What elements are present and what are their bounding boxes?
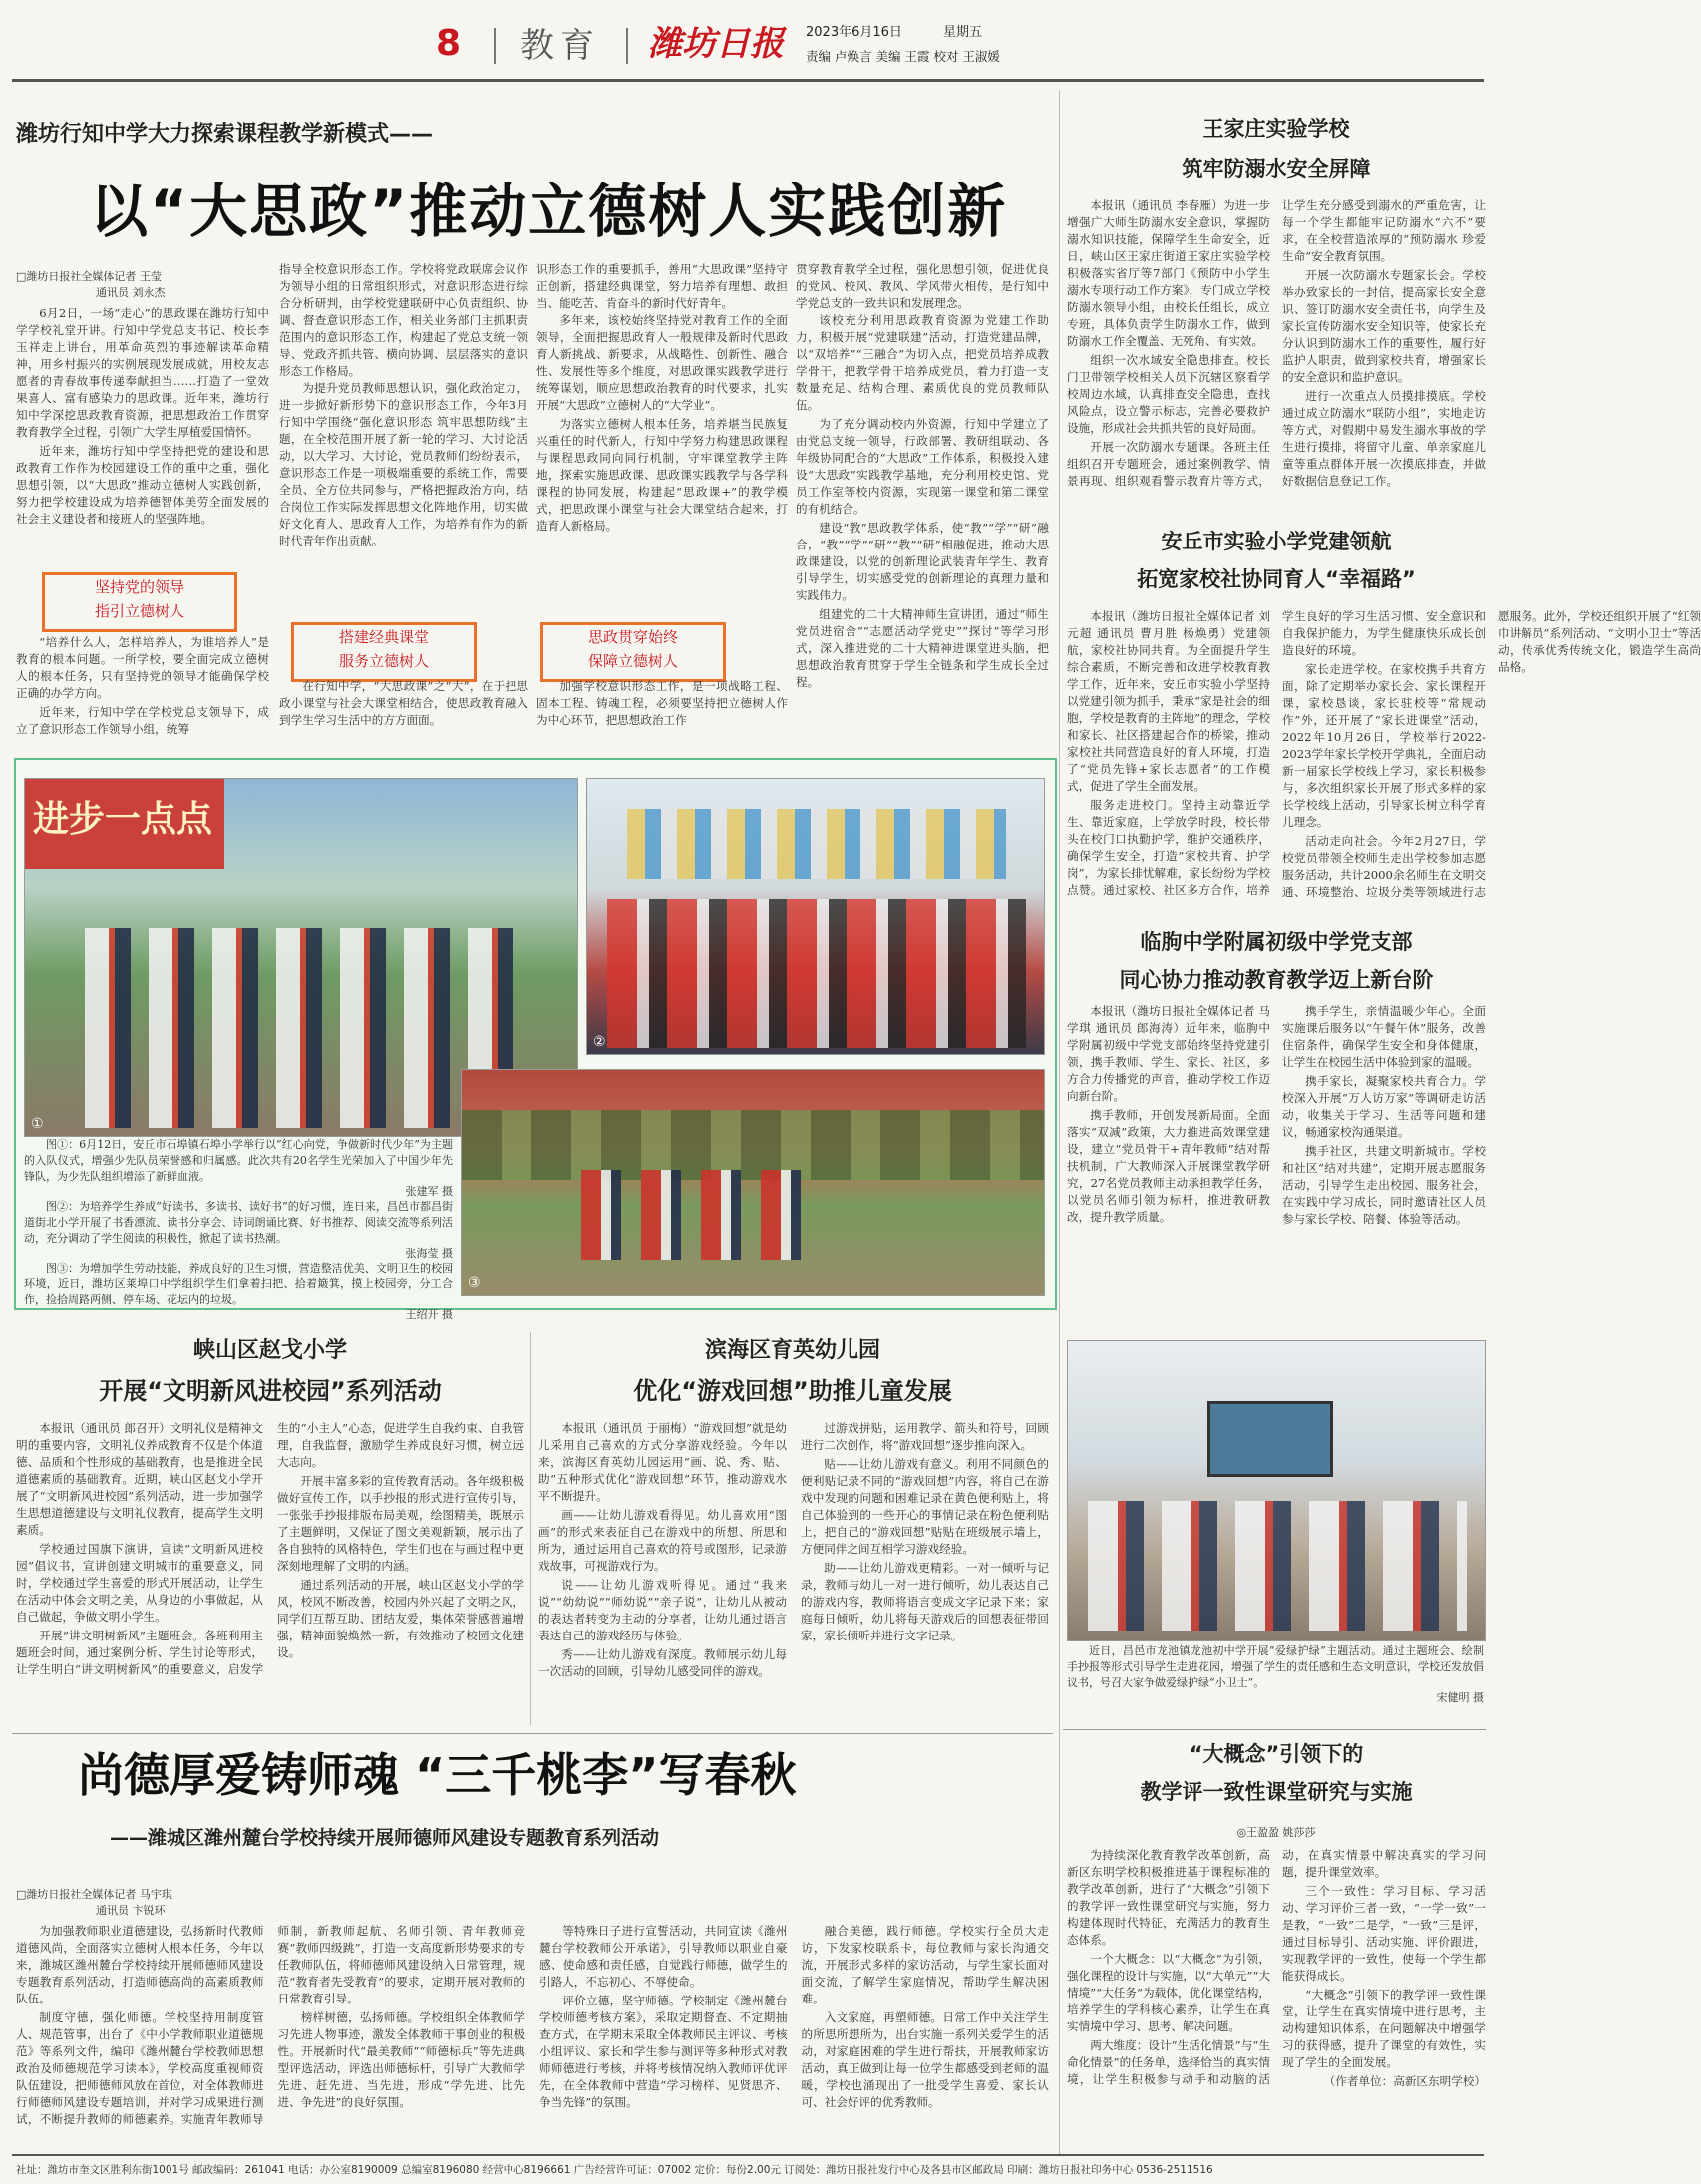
subhead-pill-2 (291, 622, 477, 682)
lead-column-1b (16, 634, 269, 744)
photo-credit-1: 张建军 摄 (405, 1185, 453, 1198)
photo-caption-3: 图③：为增加学生劳动技能，养成良好的卫生习惯，营造整洁优美、文明卫生的校园环境，近日，潍坊区莱埠口中学组织学生们拿着扫把、拾着簸箕，摸上校园旁，分工合作，捡拾周路两侧、停车场、花坛内的垃圾。 (24, 1262, 453, 1306)
lead-paragraph: 贯穿教育教学全过程，强化思想引领，促进优良的党风、校风、教风、学风带火相传，是行知中学党总支的一致共识和发展理念。 (796, 262, 1049, 310)
issue-date: 2023年6月16日 (806, 25, 902, 40)
photo-credit-2: 张海莹 摄 (405, 1247, 453, 1260)
article-paragraph: 秀——让幼儿游戏有深度。教师展示幼儿每一次活动的回顾，引导幼儿感受同伴的游戏。 (538, 1647, 787, 1678)
article-paragraph: 两大维度：设计“生活化情景”与“生命化情景”的任务单，选择恰当的真实情境，让学生积极参与动手和动脑的活动，在真实情景中解决真实的学习问题，提升课堂效率。 (1067, 1848, 1486, 2086)
lead-paragraph: 近年来，行知中学在学校党总支领导下，成立了意识形态工作领导小组，统筹 (16, 705, 269, 736)
lead-paragraph: 组建党的二十大精神师生宣讲团，通过“师生党员进宿舍”“志愿活动学党史”“探讨”等学习形式，深入推进党的二十大精神进课堂进头脑，把思想政治教育贯穿于学生全链条和学生成长全过程。 (796, 607, 1049, 689)
bottom-subtitle: ——潍城区潍州麓台学校持续开展师德师风建设专题教育系列活动 (110, 1827, 660, 1849)
right4-author-unit: （作者单位：高新区东明学校） (1323, 2074, 1486, 2088)
footer-info: 社址：潍坊市奎文区胜利东街1001号 邮政编码：261041 电话：办公室8190009 总编室8196080 经营中心8196661 广告经营许可证：07002 定价：每份2.00元 订阅处：潍坊日报社发行中心及各县市区邮政局 印刷：潍坊日报社印务中心 0536-2511516 (16, 2164, 1213, 2176)
article-paragraph: 画——让幼儿游戏看得见。幼儿喜欢用“图画”的形式来表征自己在游戏中的所想、所思和所为，通过运用自己喜欢的符号或图形，记录游戏故事，可视游戏行为。 (538, 1508, 787, 1573)
article-paragraph: 学校通过国旗下演讲，宣读“文明新风进校园”倡议书，宣讲创建文明城市的重要意义，同时，学校通过学生喜爱的形式开展活动，让学生在活动中体会文明之美，从身边的小事做起，从自己做起，争做文明小学生。 (16, 1542, 263, 1624)
photo-caption-1: 图①：6月12日，安丘市石埠镇石埠小学举行以“红心向党，争做新时代少年”为主题的入队仪式，增强少先队员荣誉感和归属感。此次共有20名学生光荣加入了中国少年先锋队，为少先队组织增添了新鲜血液。 (24, 1138, 453, 1183)
right2-title-2: 拓宽家校社协同育人“幸福路” (1137, 567, 1416, 591)
lead-paragraph: 近年来，潍坊行知中学坚持把党的建设和思政教育工作作为校园建设工作的重中之重，强化思想引领，以“大思政”推动立德树人实践创新，努力把学校建设成为培养德智体美劳全面发展的社会主义建设者和接班人的坚强阵地。 (16, 444, 269, 526)
article-paragraph: “大概念”引领下的教学评一致性课堂，让学生在真实情境中进行思考，主动构建知识体系，在问题解决中增强学习的获得感，提升了课堂的有效性，实现了学生的全面发展。 (1282, 1988, 1486, 2069)
lead-headline: 以“大思政”推动立德树人实践创新 (90, 178, 1008, 245)
subhead-line: 搭建经典课堂 (338, 628, 429, 646)
lead-paragraph: 多年来，该校始终坚持党对教育工作的全面领导，全面把握思政育人一般规律及新时代思政育人新挑战、新要求，从战略性、创新性、融合性、发展性等多个维度，对思政课实践教学进行统筹谋划，顺应思想政治教育的时代要求，扎实开展“大思政”立德树人的“大学业”。 (536, 313, 788, 412)
subhead-line: 坚持党的领导 (94, 578, 184, 596)
lead-column-4 (796, 261, 1049, 744)
article-paragraph: 为加强教师职业道德建设，弘扬新时代教师道德风尚，全面落实立德树人根本任务，今年以来，潍城区潍州麓台学校持续开展师德师风建设专题教育系列活动，打造师德高尚的高素质教师队伍。 (16, 1924, 264, 2005)
right-photo-caption (1067, 1643, 1484, 1721)
right-photo-screen (1207, 1401, 1333, 1477)
bottom-byline-correspondent: 通讯员 卞锐环 (96, 1904, 166, 1917)
article-paragraph: 三个一致性：学习目标、学习活动、学习评价三者一致，“一学一致”一是教，“一致”二是学，“一致”三是评，通过目标导引、活动实施、评价跟进，实现教学评的一致性，使每一个学生都能获得成长。 (1282, 1884, 1486, 1983)
article-paragraph: 本报讯（通讯员 郎召开）文明礼仪是精神文明的重要内容，文明礼仪养成教育不仅是个体道德、品质和个性形成的基础教育，也是推进全民道德素质的基础教育。近期，峡山区赵戈小学开展了“文明新风进校园”系列活动，进一步加强学生思想道德建设与文明礼仪教育，提高学生文明素质。 (16, 1421, 263, 1537)
lead-paragraph: 识形态工作的重要抓手，善用“大思政课”坚持守正创新，搭建经典课堂，努力培养有理想、敢担当、能吃苦、肯奋斗的新时代好青年。 (536, 262, 788, 310)
article-paragraph: 通过系列活动的开展，峡山区赵戈小学的学风，校风不断改善，校园内外兴起了文明之风，同学们互帮互助、团结友爱，集体荣誉感普遍增强，精神面貌焕然一新，有效推动了校园文化建设。 (277, 1578, 524, 1659)
right4-body (1067, 1847, 1486, 2136)
lead-paragraph: “培养什么人，怎样培养人，为谁培养人”是教育的根本问题。一所学校，要全面完成立德树人的根本任务，只有坚持党的领导才能确保学校正确的办学方向。 (16, 635, 269, 700)
right1-title-2: 筑牢防溺水安全屏障 (1182, 157, 1371, 181)
article-b-title-2: 优化“游戏回想”助推儿童发展 (633, 1377, 952, 1405)
article-paragraph: 组织一次水域安全隐患排查。校长门卫带领学校相关人员下沉辖区察看学校周边水域，认真排查安全隐患，查找风险点，设立警示标志，完善必要救护设施，形成社会共抓共管的良好局面。 (1067, 353, 1270, 435)
right1-body (1067, 197, 1486, 497)
photo-3 (461, 1069, 1045, 1296)
lead-paragraph: 为落实立德树人根本任务，培养堪当民族复兴重任的时代新人，行知中学努力构建思政课程与课程思政同向同行机制，守牢课堂教学主阵地，探索实施思政课、思政课实践教学与各学科课程的协同发展，构建起“思政课+”的教学模式，把思政课小课堂与社会大课堂结合起来，打造育人新格局。 (536, 417, 788, 533)
article-paragraph: 开展一次防溺水专题家长会。学校举办致家长的一封信，提高家长安全意识、签订防溺水安全责任书，向学生及家长宣传防溺水安全知识等，使家长充分认识到防溺水工作的重要性，履行好监护人职责，做到家校共育，增强家长的安全意识和监护意识。 (1282, 268, 1486, 384)
right-photo-students (1088, 1501, 1467, 1631)
photo-credit-3: 王绍开 摄 (405, 1308, 453, 1321)
masthead-rule (12, 79, 1484, 82)
photo-2 (586, 778, 1045, 1055)
subhead-line: 服务立德树人 (338, 652, 429, 670)
article-paragraph: 融合美德，践行师德。学校实行全员大走访，下发家校联系卡，每位教师与家长沟通交流，开展形式多样的家访活动，与学生家长面对面交流，了解学生家庭情况，帮助学生解决困难。 (801, 1924, 1049, 2005)
article-paragraph: 说——让幼儿游戏听得见。通过“我来说”“幼幼说”“师幼说”“亲子说”，让幼儿从被动的表达者转变为主动的分享者，让幼儿通过语言表达自己的游戏经历与体验。 (538, 1578, 787, 1642)
lead-column-1 (16, 305, 269, 566)
lead-column-3b (536, 678, 788, 744)
article-paragraph: 进行一次重点人员摸排摸底。学校通过成立防溺水“联防小组”，实地走访等方式，对假期中易发生溺水事故的学生进行摸排，将留守儿童、单亲家庭儿童等重点群体开展一次摸底排查，并做好数据信息登记工作。 (1282, 389, 1486, 488)
article-paragraph: 过游戏拼贴，运用教学、箭头和符号，回顾进行二次创作，将“游戏回想”逐步推向深入。 (801, 1421, 1049, 1452)
right3-body (1067, 1003, 1486, 1330)
lead-paragraph: 为提升党员教师思想认识，强化政治定力，进一步掀好新形势下的意识形态工作，今年3月行知中学围绕“强化意识形态 筑牢思想防线”主题，在全校范围开展了新一轮的学习、大讨论活动，以大学习、大讨论，党员教师们纷纷表示，意识形态工作是一项极端重要的系统工作，需要全员、全方位共同参与，严格把握政治方向，结合岗位工作实际发挥思想文化阵地作用，切实做好文化育人、思政育人工作，为培养有作为的新时代青年作出贡献。 (279, 381, 528, 547)
photo-number: ① (31, 1116, 44, 1132)
article-paragraph: 榜样树德，弘扬师德。学校组织全体教师学习先进人物事迹，激发全体教师干事创业的积极性。开展新时代“最美教师”“师德标兵”等先进典型评选活动，评选出师德标杆，引导广大教师学先进、赶先进、当先进，形成“学先进、比先进、争先进”的良好氛围。 (277, 2010, 525, 2109)
lead-paragraph: 该校充分利用思政教育资源为党建工作助力，积极开展“党建联建”活动，打造党建品牌，以“双培养”“三融合”为切入点，把党员培养成教学骨干，把教学骨干培养成党员，着力打造一支数量充足、结构合理、素质优良的党员教师队伍。 (796, 313, 1049, 412)
article-paragraph: 开展“讲文明树新风”主题班会。各班利用主题班会时间，通过案例分析、学生讨论等形式，让学生明白“讲文明树新风”的重要意义，启发学生的“小主人”心态，促进学生自我约束、自我管理，自我监督，激励学生养成良好习惯，树立远大志向。 (16, 1421, 524, 1676)
section-name: 教育 (520, 26, 600, 66)
article-paragraph: 本报讯（通讯员 李春雁）为进一步增强广大师生防溺水安全意识，掌握防溺水知识技能，保障学生生命安全，近日，峡山区王家庄街道王家庄实验学校积极落实省厅等7部门《预防中小学生溺水专项行动工作方案》，专门成立学校防溺水领导小组，由校长任组长，成立专班，具体负责学生防溺水工作，做到防溺水工作全覆盖、无死角、有实效。 (1067, 198, 1270, 348)
photo-caption-2: 图②：为培养学生养成“好读书、多读书、读好书”的好习惯，连日来，昌邑市都昌街道街北小学开展了书香漂流、读书分享会、诗词朗诵比赛、好书推荐、阅读交流等系列活动，充分调动了学生阅读的积极性，掀起了读书热潮。 (24, 1200, 453, 1245)
right4-rule (1063, 1729, 1486, 1730)
lead-byline-reporter: □潍坊日报社全媒体记者 王莹 (16, 270, 162, 283)
bottom-rule (12, 1733, 1053, 1734)
article-paragraph: 等特殊日子进行宣誓活动，共同宣读《潍州麓台学校教师公开承诺》，引导教师以职业自豪感、使命感和责任感，自觉践行师德，做学生的引路人，不忘初心、不辱使命。 (539, 1924, 788, 1989)
photo-3-students (581, 1170, 821, 1260)
lead-paragraph: 在行知中学，“大思政课”之“大”，在于把思政小课堂与社会大课堂相结合，使思政教育融入到学生学习生活中的方方面面。 (279, 679, 528, 727)
article-b-body (538, 1420, 1049, 1725)
right2-body (1067, 608, 1701, 913)
lead-paragraph: 6月2日，一场“走心”的思政课在潍坊行知中学学校礼堂开讲。行知中学党总支书记、校长李玉祥走上讲台，用革命英烈的事迹解读革命精神，用乡村振兴的实例展现发展成就，用校友志愿者的青春故事传递奉献担当……打造了一堂效果喜人、富有感染力的思政课。近年来，潍坊行知中学深挖思政教育资源，把思想政治工作贯穿教育教学全过程，引领广大学生厚植爱国情怀。 (16, 306, 269, 439)
lead-byline-correspondent: 通讯员 刘永杰 (96, 286, 166, 299)
article-paragraph: 本报讯（潍坊日报社全媒体记者 马学琪 通讯员 郎海涛）近年来，临朐中学附属初级中学党支部始终坚持党建引领，携手教师、学生、家长、社区，多方合力传播党的声音，推动学校工作迈向新台阶。 (1067, 1004, 1270, 1103)
article-paragraph: 服务走进校门。坚持主动靠近学生、靠近家庭，上学放学时段，校长带头在校门口执勤护学，维护交通秩序，确保学生安全，打造“家校共育、护学岗”，为家长排忧解难，家长纷纷为学校点赞。通过家校、社区多方合作，培养学生良好的学习生活习惯、安全意识和自我保护能力，为学生健康快乐成长创造良好的环境。 (1067, 609, 1486, 897)
bottom-body (16, 1923, 1049, 2148)
article-a-title-1: 峡山区赵戈小学 (192, 1338, 347, 1363)
page-number: 8 (436, 23, 462, 64)
subhead-line: 思政贯穿始终 (587, 628, 678, 646)
photo-1-banner: 进步一点点 (33, 799, 213, 840)
lead-column-3 (536, 261, 788, 616)
lead-paragraph: 为了充分调动校内外资源，行知中学建立了由党总支统一领导，行政部署、教研组联动、各年级协同配合的“大思政”工作体系，积极投入建设“大思政”实践教学基地，充分利用校史馆、党员工作室等校内资源，实现第一课堂和第二课堂的有机结合。 (796, 417, 1049, 516)
right-column-divider (1059, 90, 1060, 2154)
right-photo-caption-text: 近日，昌邑市龙池镇龙池初中学开展“爱绿护绿”主题活动。通过主题班会、绘制手抄报等形式引导学生走进花园，增强了学生的责任感和生态文明意识，学校还发放倡议书，号召大家争做爱绿护绿“小卫士”。 (1067, 1644, 1484, 1689)
lead-paragraph: 加强学校意识形态工作，是一项战略工程、固本工程、铸魂工程，必须要坚持把立德树人作为中心环节，把思想政治工作 (536, 679, 788, 727)
subhead-line: 指引立德树人 (94, 602, 184, 620)
photo-number: ③ (468, 1275, 481, 1291)
lead-column-2b (279, 678, 528, 744)
article-paragraph: 为持续深化教育教学改革创新，高新区东明学校积极推进基于课程标准的教学改革创新，进行了“大概念”引领下的教学评一致性课堂研究与实施，努力构建体现时代特征，充满活力的教育生态体系。 (1067, 1848, 1270, 1947)
issue-weekday: 星期五 (943, 25, 983, 40)
article-a-title-2: 开展“文明新风进校园”系列活动 (99, 1377, 442, 1405)
right4-author: ◎王盈盈 姚莎莎 (1236, 1826, 1316, 1839)
right3-title-2: 同心协力推动教育教学迈上新台阶 (1119, 968, 1434, 992)
article-paragraph: 携手家长，凝聚家校共育合力。学校深入开展“万人访万家”等调研走访活动，收集关于学习、生活等问题和建议，畅通家校沟通渠道。 (1282, 1074, 1486, 1139)
right-photo-credit: 宋健明 摄 (1436, 1691, 1484, 1704)
paper-logo: 潍坊日报 (648, 24, 784, 64)
article-paragraph: 一个大概念：以“大概念”为引领，强化课程的设计与实施，以“大单元”“大情境”“大任务”为载体，优化课堂结构，培养学生的学科核心素养，让学生在真实情境中学习、思考、解决问题。 (1067, 1952, 1270, 2033)
subhead-line: 保障立德树人 (587, 652, 678, 670)
photo-captions (24, 1137, 453, 1321)
bottom-headline: 尚德厚爱铸师魂 “三千桃李”写春秋 (78, 1748, 797, 1802)
right1-title-1: 王家庄实验学校 (1202, 117, 1350, 141)
article-paragraph: 入文家庭，再塑师德。日常工作中关注学生的所思所想所为，出台实施一系列关爱学生的活动，对家庭困难的学生进行帮扶，开展教师家访活动，真正做到让每一位学生都感受到老师的温暖，学校也涌现出了一批受学生喜爱、家长认可、社会好评的优秀教师。 (801, 2010, 1049, 2109)
article-paragraph: 开展一次防溺水专题课。各班主任组织召开专题班会，通过案例教学、情景再现、组织观看警示教育片等方式，让学生充分感受到溺水的严重危害，让每一个学生都能牢记防溺水“六不”要求，在全校营造浓厚的“预防溺水 珍爱生命”安全教育氛围。 (1067, 198, 1486, 488)
article-paragraph: 携手社区，共建文明新城市。学校和社区“结对共建”，定期开展志愿服务活动，引导学生走出校园、服务社会，在实践中学习成长，同时邀请社区人员参与家长学校、陪餐、体验等活动。 (1282, 1144, 1486, 1226)
article-paragraph: 携手学生，亲情温暖少年心。全面实施课后服务以“午餐午休”服务，改善住宿条件，确保学生安全和身体健康，让学生在校园生活中体验到家的温暖。 (1282, 1004, 1486, 1069)
article-paragraph: 评价立德，坚守师德。学校制定《潍州麓台学校师德考核方案》，采取定期督查、不定期抽查方式，在学期末采取全体教师民主评议、考核小组评议、家长和学生参与测评等多种形式对教师师德进行考核，并将考核情况纳入教师评优评先，在全体教师中营造“学习榜样、见贤思齐、争当先锋”的氛围。 (539, 1994, 788, 2109)
photo-2-students (607, 899, 1026, 1048)
mid-divider (530, 1332, 531, 1725)
right3-title-1: 临朐中学附属初级中学党支部 (1140, 930, 1413, 954)
article-paragraph: 本报讯（潍坊日报社全媒体记者 刘元超 通讯员 曹月胜 杨焕勇）党建领航，家校社协同共育。为全面提升学生综合素质，不断完善和改进学校教育教学工作，近年来，安丘市实验小学坚持以党建引领为抓手，秉承“家是社会的细胞，学校是教育的主阵地”的理念，学校和家长、社区搭建起合作的桥梁，推动家校社共同营造良好的育人环境，打造了“党员先锋+家长志愿者”的工作模式，促进了学生全面发展。 (1067, 609, 1270, 793)
lead-kicker: 潍坊行知中学大力探索课程教学新模式—— (16, 122, 434, 147)
photo-1-children (85, 928, 523, 1128)
subhead-pill-1 (42, 572, 237, 632)
masthead-divider-2 (626, 28, 628, 64)
right4-title-1: “大概念”引领下的 (1189, 1742, 1364, 1766)
article-b-title-1: 滨海区育英幼儿园 (704, 1338, 880, 1363)
lead-column-2 (279, 261, 528, 616)
article-paragraph: 制度守德，强化师德。学校坚持用制度管人、规范管事，出台了《中小学教师职业道德规范》等系列文件，编印《潍州麓台学校教师思想政治及师德规范学习读本》，学校高度重视师资队伍建设，把师德师风放在首位，对全体教师进行师德师风建设专题培训，并对学习成果进行测试，不断提升教师的师德素养。实施青年教师导师制，新教师起航、名师引领、青年教师竞赛“教师四级跳”，打造一支高度新形势要求的专任教师队伍，将师德师风建设纳入日常管理，规范“教育者先受教育”的要求，定期开展对教师的日常教育引导。 (16, 1924, 525, 2126)
editors-line: 责编 卢焕言 美编 王霞 校对 王淑媛 (806, 49, 1000, 64)
lead-paragraph: 指导全校意识形态工作。学校将党政联席会议作为领导小组的日常组织形式，对意识形态进行综合分析研判，由学校党建联研中心负责组织、协调、督查意识形态工作，相关业务部门主抓职责范围内的意识形态工作，构建起了党总支统一领导、党政齐抓共管、横向协调、层层落实的意识形态工作格局。 (279, 262, 528, 378)
bottom-byline-reporter: □潍坊日报社全媒体记者 马宇琪 (16, 1888, 172, 1901)
lead-byline (16, 269, 255, 301)
article-paragraph: 活动走向社会。今年2月27日，学校党员带领全校师生走出学校参加志愿服务活动，共计2000余名师生在文明交通、环境整治、垃圾分类等领域进行志愿服务。此外，学校还组织开展了“红领巾讲解员”系列活动、“文明小卫士”等活动，传承优秀传统文化，锻造学生高尚品格。 (1282, 609, 1701, 899)
masthead (0, 0, 1496, 80)
right4-title-2: 教学评一致性课堂研究与实施 (1140, 1780, 1413, 1804)
article-paragraph: 家长走进学校。在家校携手共育方面，除了定期举办家长会、家长课程开课，家校恳谈，家长驻校等“常规动作”外，还开展了“家长进课堂”活动，2022年10月26日，学校举行2022-2023学年家长学校开学典礼，全面启动新一届家长学校线上学习，家长积极参与，多次组织家长开展了形式多样的家长学校线上活动，引导家长树立科学育儿理念。 (1282, 662, 1486, 829)
article-a-body (16, 1420, 524, 1725)
right2-title-1: 安丘市实验小学党建领航 (1161, 530, 1392, 553)
masthead-divider (494, 28, 496, 64)
subhead-pill-3 (540, 622, 726, 682)
lead-paragraph: 建设“教”思政教学体系，使“教”“学”“研”融合，“教”“学”“研”“教”“研”相融促进，推动大思政课建设，以党的创新理论武装青年学生、教育引导学生，切实感受党的创新理论的真理力量和实践伟力。 (796, 521, 1049, 602)
right-photo (1067, 1340, 1486, 1641)
article-paragraph: 携手教师，开创发展新局面。全面落实“双减”政策，大力推进高效课堂建设，建立“党员骨干+青年教师”结对帮扶机制，广大教师深入开展课堂教学研究，27名党员教师主动承担教学任务，以党员名师引领为标杆，推进教研教改，提升教学质量。 (1067, 1108, 1270, 1224)
bottom-byline (16, 1887, 245, 1919)
article-paragraph: 开展丰富多彩的宣传教育活动。各年级积极做好宣传工作，以手抄报的形式进行宣传引导，一张张手抄报排版布局美观，绘图精美，既展示了主题鲜明，又保证了图文美观新颖，展示出了各自独特的风格特色，学生们也在与画过程中更深刻地理解了文明的内涵。 (277, 1474, 524, 1573)
article-paragraph: 贴——让幼儿游戏有意义。利用不同颜色的便利贴记录不同的“游戏回想”内容，将自己在游戏中发现的问题和困难记录在黄色便利贴上，将自己体验到的一些开心的事情记录在粉色便利贴上，把自己的“游戏回想”贴贴在班级展示墙上，方便同伴之间互相学习游戏经验。 (801, 1457, 1049, 1556)
article-paragraph: 助——让幼儿游戏更精彩。一对一倾听与记录，教师与幼儿一对一进行倾听，幼儿表达自己的游戏内容，教师将语言变成文字记录下来；家庭每日倾听，幼儿将每天游戏后的回想表征带回家，家长倾听并进行文字记录。 (801, 1561, 1049, 1642)
photo-number: ② (593, 1034, 606, 1050)
photo-2-shelves (627, 809, 1006, 879)
footer-rule (12, 2154, 1484, 2156)
article-paragraph: 本报讯（通讯员 于丽梅）“游戏回想”就是幼儿采用自己喜欢的方式分享游戏经验。今年以来，滨海区育英幼儿园运用“画、说、秀、贴、助”五种形式优化“游戏回想”环节，推动游戏水平不断提升。 (538, 1421, 787, 1503)
